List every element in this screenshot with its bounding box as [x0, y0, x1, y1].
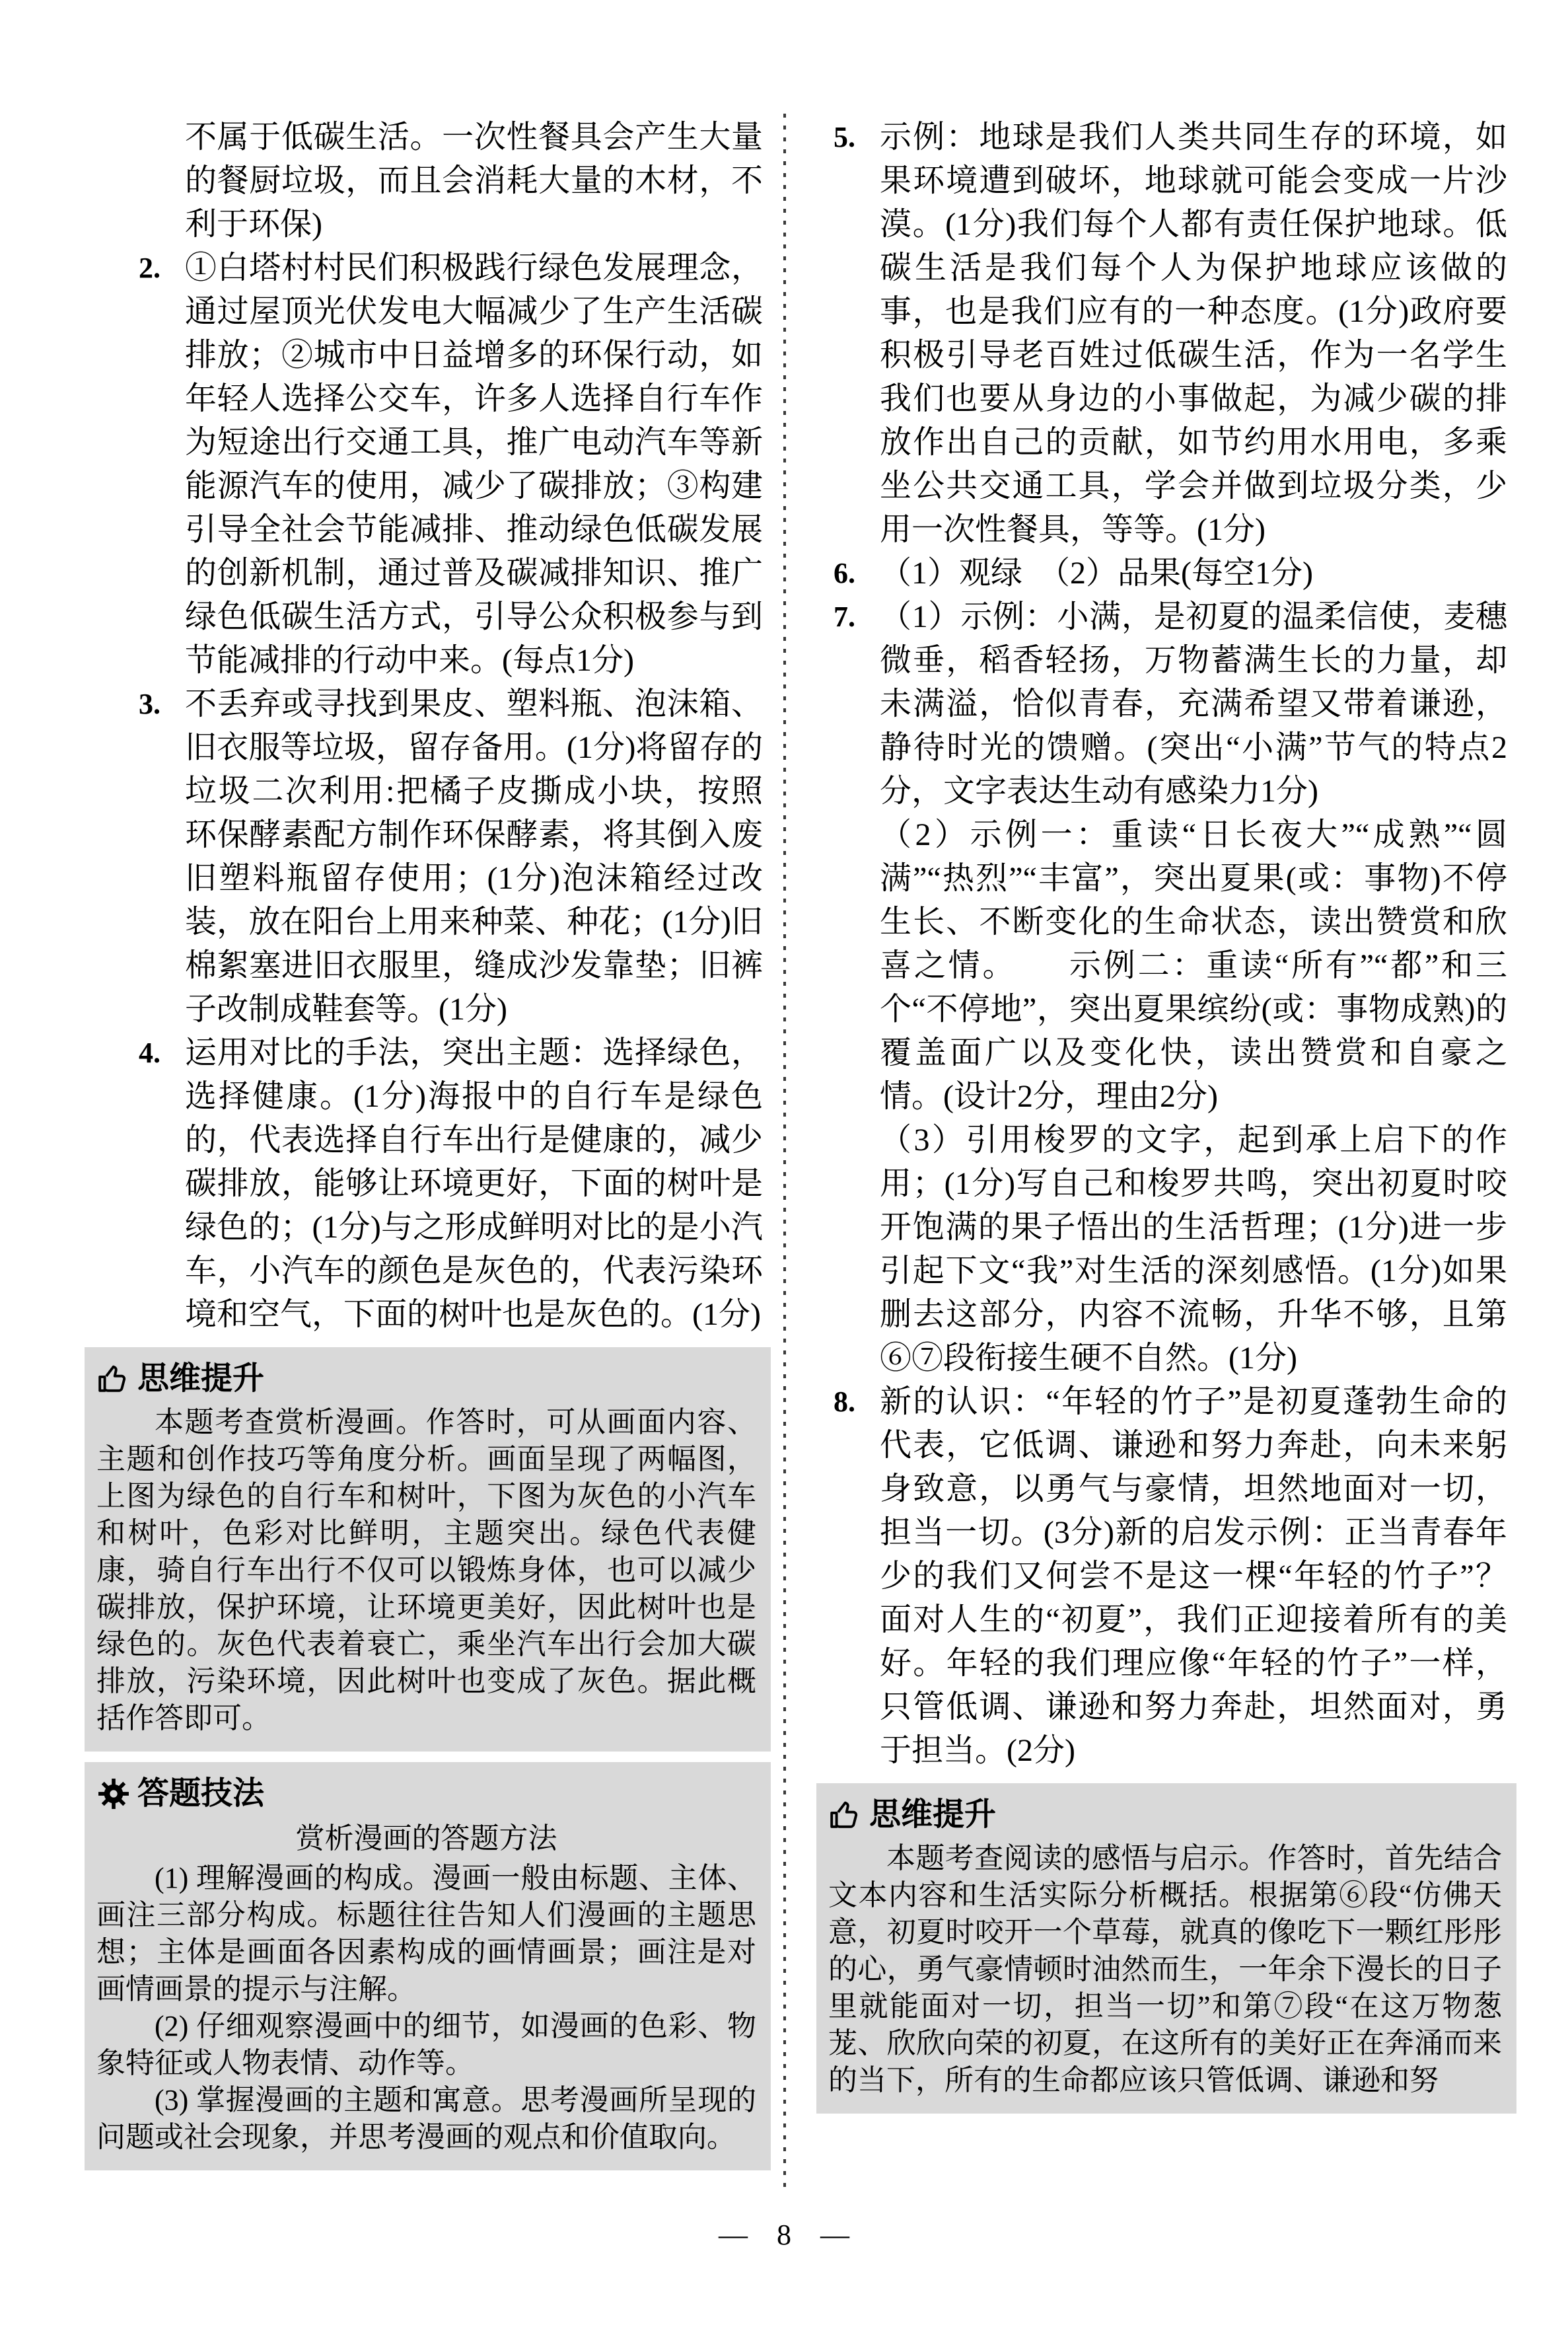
- answer-7-part-2: （2）示例一：重读“日长夜大”“成熟”“圆满”“热烈”“丰富”，突出夏果(或：事物)不停生长、不断变化的生命状态，读出赞赏和欣喜之情。 示例二：重读“所有”“都”和三个“不停地”，突出夏果缤纷(或：事物成熟)的覆盖面广以及变化快，读出赞赏和自豪之情。(设计2分，理由2分): [880, 817, 1507, 1114]
- answer-number: 6.: [834, 557, 855, 589]
- answer-text: 新的认识：“年轻的竹子”是初夏蓬勃生命的代表，它低调、谦逊和努力奔赴，向未来躬身致意，以勇气与豪情，坦然地面对一切，担当一切。(3分)新的启发示例：正当青春年少的我们又何尝不是这一棵“年轻的竹子”？面对人生的“初夏”，我们正迎接着所有的美好。年轻的我们理应像“年轻的竹子”一样，只管低调、谦逊和努力奔赴，坦然面对，勇于担当。(2分): [880, 1384, 1507, 1768]
- column-divider: [783, 114, 786, 2195]
- thinking-boost-text: 本题考查赏析漫画。作答时，可从画面内容、主题和创作技巧等角度分析。画面呈现了两幅图，上图为绿色的自行车和树叶，下图为灰色的小汽车和树叶，色彩对比鲜明，主题突出。绿色代表健康，骑自行车出行不仅可以锻炼身体，也可以减少碳排放，保护环境，让环境更美好，因此树叶也是绿色的。灰色代表着衰亡，乘坐汽车出行会加大碳排放，污染环境，因此树叶也变成了灰色。据此概括作答即可。: [96, 1406, 756, 1734]
- answer-text: （1）观绿 （2）品果(每空1分): [880, 556, 1313, 591]
- answer-item-6: [834, 552, 1507, 595]
- gear-icon: [96, 1777, 131, 1811]
- answer-text: ①白塔村村民们积极践行绿色发展理念，通过屋顶光伏发电大幅减少了生产生活碳排放；②城市中日益增多的环保行动，如年轻人选择公交车，许多人选择自行车作为短途出行交通工具，推广电动汽车等新能源汽车的使用，减少了碳排放；③构建引导全社会节能减排、推动绿色低碳发展的创新机制，通过普及碳减排知识、推广绿色低碳生活方式，引导公众积极参与到节能减排的行动中来。(每点1分): [185, 250, 763, 678]
- answer-text: [880, 595, 1507, 1380]
- thinking-boost-box: [85, 1347, 771, 1752]
- answer-text: 运用对比的手法，突出主题：选择绿色，选择健康。(1分)海报中的自行车是绿色的，代表选择自行车出行是健康的，减少碳排放，能够让环境更好，下面的树叶是绿色的；(1分)与之形成鲜明对比的是小汽车，小汽车的颜色是灰色的，代表污染环境和空气，下面的树叶也是灰色的。(1分): [185, 1035, 763, 1332]
- technique-paragraph-1: (1) 理解漫画的构成。漫画一般由标题、主体、画注三部分构成。标题往往告知人们漫画的主题思想；主体是画面各因素构成的画情画景；画注是对画情画景的提示与注解。: [96, 1862, 756, 2005]
- answer-text: 不丢弃或寻找到果皮、塑料瓶、泡沫箱、旧衣服等垃圾，留存备用。(1分)将留存的垃圾二次利用:把橘子皮撕成小块，按照环保酵素配方制作环保酵素，将其倒入废旧塑料瓶留存使用；(1分)泡沫箱经过改装，放在阳台上用来种菜、种花；(1分)旧棉絮塞进旧衣服里，缝成沙发靠垫；旧裤子改制成鞋套等。(1分): [185, 686, 763, 1027]
- technique-title-label: 答题技法: [137, 1776, 265, 1811]
- technique-paragraph-2: (2) 仔细观察漫画中的细节，如漫画的色彩、物象特征或人物表情、动作等。: [96, 2010, 756, 2079]
- thinking-boost-box-right: [816, 1783, 1516, 2114]
- thinking-boost-header: [96, 1358, 756, 1400]
- answer-item-7: [834, 595, 1507, 1380]
- answer-item-4: [139, 1031, 763, 1337]
- answer-text: 示例：地球是我们人类共同生存的环境，如果环境遭到破坏，地球就可能会变成一片沙漠。(1分)我们每个人都有责任保护地球。低碳生活是我们每个人为保护地球应该做的事，也是我们应有的一种态度。(1分)政府要积极引导老百姓过低碳生活，作为一名学生我们也要从身边的小事做起，为减少碳的排放作出自己的贡献，如节约用水用电，多乘坐公共交通工具，学会并做到垃圾分类，少用一次性餐具，等等。(1分): [880, 120, 1507, 547]
- technique-box: [85, 1762, 771, 2170]
- answer-item-3: [139, 683, 763, 1031]
- thinking-boost-header: [828, 1794, 1502, 1836]
- answer-item-1-continued: [139, 116, 763, 246]
- technique-header: [96, 1773, 756, 1815]
- right-column: [828, 116, 1507, 2114]
- answer-number: 3.: [139, 688, 160, 720]
- answer-7-part-1: （1）示例：小满，是初夏的温柔信使，麦穗微垂，稻香轻扬，万物蓄满生长的力量，却未满溢，恰似青春，充满希望又带着谦逊，静待时光的馈赠。(突出“小满”节气的特点2分，文字表达生动有感染力1分): [880, 599, 1507, 809]
- answer-number: 8.: [834, 1385, 855, 1418]
- answer-number: 5.: [834, 121, 855, 153]
- answer-7-part-3: （3）引用梭罗的文字，起到承上启下的作用；(1分)写自己和梭罗共鸣，突出初夏时咬开饱满的果子悟出的生活哲理；(1分)进一步引起下文“我”对生活的深刻感悟。(1分)如果删去这部分，内容不流畅，升华不够，且第⑥⑦段衔接生硬不自然。(1分): [880, 1123, 1507, 1376]
- thumbs-up-icon: [828, 1798, 863, 1832]
- answer-number: 7.: [834, 601, 855, 633]
- answer-item-2: [139, 246, 763, 683]
- thinking-boost-title: 思维提升: [137, 1361, 265, 1396]
- left-column: [96, 116, 763, 2170]
- answer-number: 4.: [139, 1037, 160, 1069]
- thinking-boost-text: 本题考查阅读的感悟与启示。作答时，首先结合文本内容和生活实际分析概括。根据第⑥段“仿佛天意，初夏时咬开一个草莓，就真的像吃下一颗红彤彤的心，勇气豪情顿时油然而生，一年余下漫长的日子里就能面对一切，担当一切”和第⑦段“在这万物葱茏、欣欣向荣的初夏，在这所有的美好正在奔涌而来的当下，所有的生命都应该只管低调、谦逊和努: [828, 1842, 1502, 2096]
- answer-number: 2.: [139, 252, 160, 284]
- technique-paragraph-3: (3) 掌握漫画的主题和寓意。思考漫画所呈现的问题或社会现象，并思考漫画的观点和价值取向。: [96, 2084, 756, 2153]
- thumbs-up-icon: [96, 1362, 131, 1396]
- thinking-boost-title: 思维提升: [869, 1797, 997, 1832]
- technique-method-title: 赏析漫画的答题方法: [295, 1822, 557, 1855]
- answer-text: 不属于低碳生活。一次性餐具会产生大量的餐厨垃圾，而且会消耗大量的木材，不利于环保): [185, 120, 763, 242]
- answer-item-5: [834, 116, 1507, 552]
- answer-item-8: [834, 1380, 1507, 1773]
- page-number-footer: — 8 —: [719, 2219, 849, 2251]
